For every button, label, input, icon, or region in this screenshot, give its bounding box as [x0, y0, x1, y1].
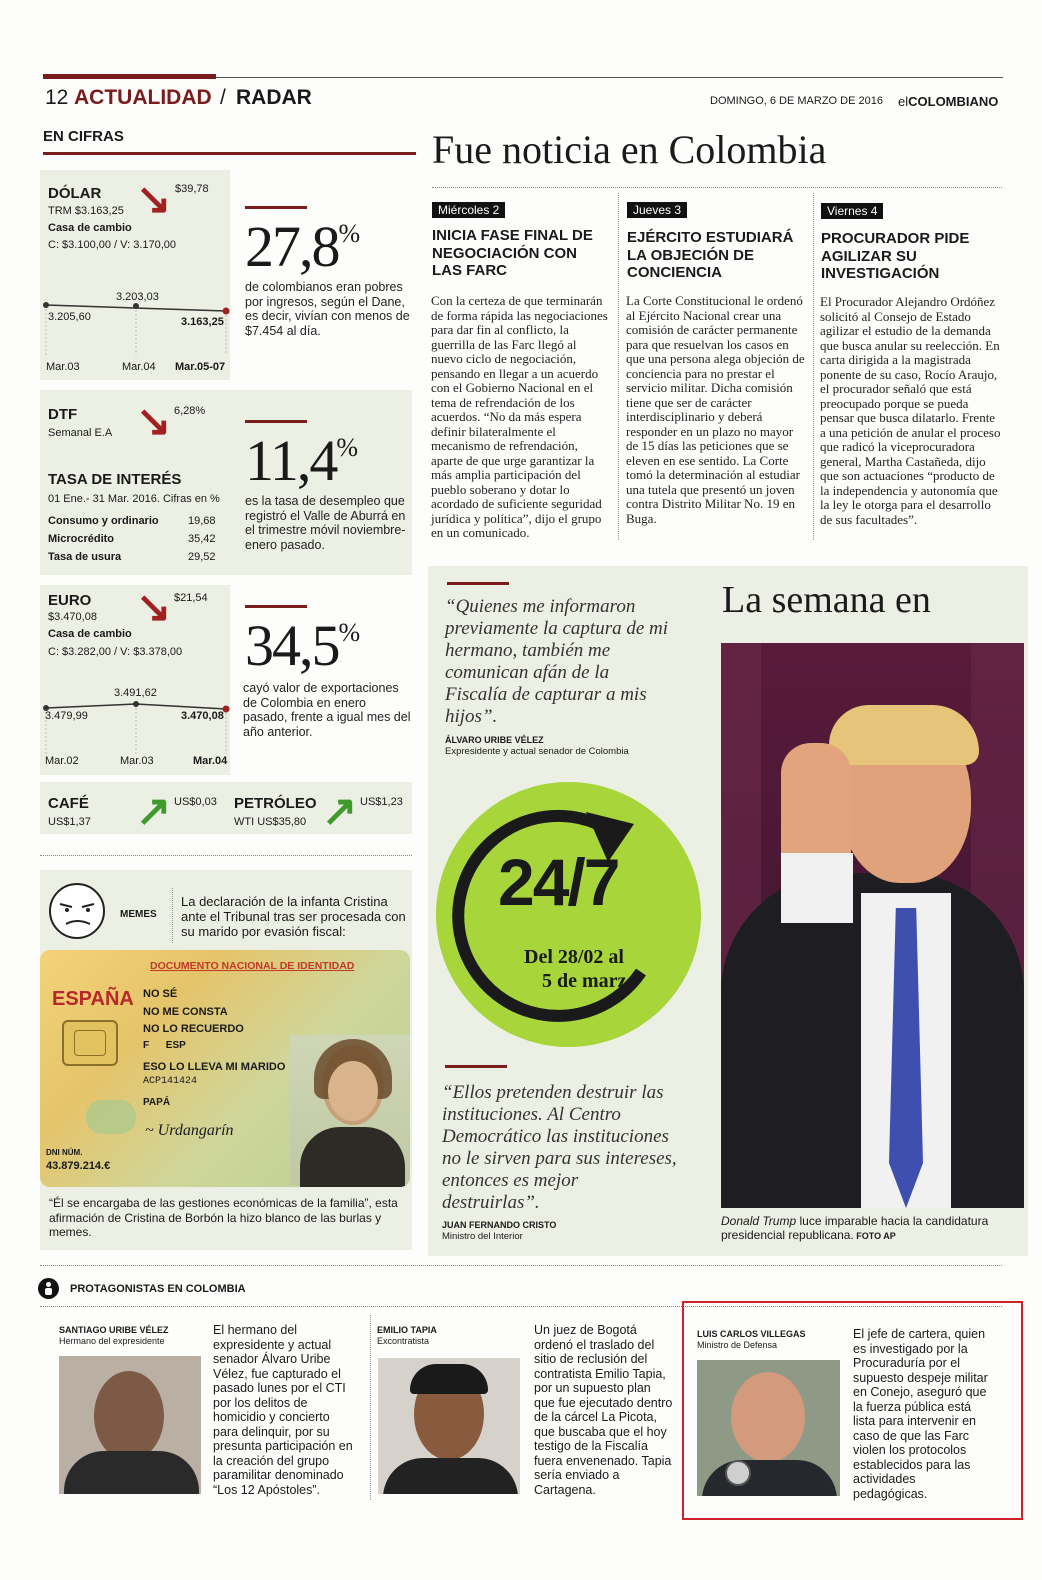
- id-sex-nat: F ESP: [143, 1040, 186, 1051]
- protagonistas-divider: [370, 1315, 371, 1500]
- brand-name: COLOMBIANO: [908, 94, 999, 109]
- trump-caption-text: luce imparable hacia la candidatura presidencial republicana.: [721, 1214, 989, 1242]
- quote-2-text: “Ellos pretenden destruir las instituciones. Al Centro Democrático las instituciones no le sirven para sus intereses, entonces es mejor destruirlas”.: [442, 1082, 677, 1213]
- protagonist-name: SANTIAGO URIBE VÉLEZ: [59, 1325, 169, 1335]
- stat-2-text: es la tasa de desempleo que registró el Valle de Aburrá en el trimestre móvil noviembre-enero pasado.: [245, 494, 406, 552]
- badge-number: 24/7: [498, 845, 619, 919]
- tasa-row-value: 29,52: [188, 551, 216, 563]
- cafe-name: CAFÉ: [48, 795, 89, 812]
- stat-2-value: 11,4: [245, 428, 337, 493]
- memes-text: La declaración de la infanta Cristina ante el Tribunal tras ser procesada con su marido por evasión fiscal:: [181, 894, 406, 939]
- quote-2-rule: [445, 1065, 507, 1068]
- person-icon: [38, 1278, 59, 1299]
- news-col-2: [627, 201, 687, 219]
- news-col-divider: [813, 193, 814, 540]
- petroleo-change: US$1,23: [360, 796, 403, 808]
- semana-title: La semana en: [722, 579, 931, 621]
- euro-date-3: Mar.04: [193, 755, 228, 767]
- fue-noticia-top-rule: [432, 187, 1002, 188]
- tasa-row-label: Tasa de usura: [48, 551, 122, 563]
- arrow-up-icon: ↗: [136, 787, 172, 834]
- euro-casa-label: Casa de cambio: [48, 628, 132, 640]
- euro-chart-label-1: 3.479,99: [45, 710, 88, 722]
- hologram-icon: [86, 1100, 136, 1134]
- news-col-1: [432, 201, 505, 219]
- euro-casa-value: C: $3.282,00 / V: $3.378,00: [48, 646, 183, 658]
- petroleo-name: PETRÓLEO: [234, 795, 317, 812]
- cifras-rule: [43, 152, 416, 155]
- stat-1-text: de colombianos eran pobres por ingresos, según el Dane, es decir, vivían con menos de $7.454 al día.: [245, 280, 410, 338]
- badge-dates-2: 5 de marzo: [542, 970, 637, 992]
- euro-change: $21,54: [174, 592, 208, 604]
- cafe-value: US$1,37: [48, 816, 91, 828]
- newspaper-brand: [898, 94, 998, 109]
- meme-id-card: [40, 950, 410, 1187]
- signature-icon: ~ Urdangarín: [145, 1122, 234, 1139]
- stat-2-unit: %: [336, 433, 359, 462]
- news-headline: INICIA FASE FINAL DE NEGOCIACIÓN CON LAS FARC: [432, 227, 593, 279]
- protagonist-role: Excontratista: [377, 1336, 430, 1346]
- dtf-name: DTF: [48, 406, 78, 423]
- id-field-4: ESO LO LLEVA MI MARIDO: [143, 1061, 286, 1073]
- tasa-row-label: Consumo y ordinario: [48, 515, 159, 527]
- week-badge: [436, 782, 701, 1047]
- dolar-date-2: Mar.04: [122, 361, 156, 373]
- dolar-chart-label-1: 3.205,60: [48, 311, 91, 323]
- tasa-row-value: 35,42: [188, 533, 216, 545]
- stat-3-unit: %: [338, 618, 361, 647]
- tasa-row-value: 19,68: [188, 515, 216, 527]
- protagonist-role: Ministro de Defensa: [697, 1340, 778, 1350]
- euro-chart-label-3: 3.470,08: [181, 710, 224, 722]
- id-doc-title: DOCUMENTO NACIONAL DE IDENTIDAD: [150, 960, 355, 972]
- chip-icon: [62, 1020, 118, 1066]
- photo-credit: FOTO AP: [853, 1231, 896, 1241]
- protagonist-photo: [59, 1356, 201, 1494]
- subsection-title: RADAR: [236, 86, 312, 109]
- quote-1-author: ÁLVARO URIBE VÉLEZ: [445, 735, 544, 745]
- day-label: Miércoles 2: [432, 202, 505, 218]
- arrow-down-icon: ↘: [136, 583, 172, 630]
- fue-noticia-title: Fue noticia en Colombia: [432, 127, 827, 172]
- dolar-chart-point-3: [223, 308, 230, 315]
- protagonistas-top-rule: [40, 1265, 1002, 1266]
- quote-1-rule: [447, 582, 509, 585]
- protagonistas-title: PROTAGONISTAS EN COLOMBIA: [70, 1283, 246, 1295]
- news-col-3: [821, 202, 883, 220]
- stat-1-rule: [245, 206, 307, 209]
- euro-chart-point-2: [133, 701, 139, 707]
- quote-1-role: Expresidente y actual senador de Colombia: [445, 746, 629, 757]
- dolar-chart-point-2: [133, 303, 139, 309]
- id-dni: 43.879.214.€: [46, 1160, 111, 1172]
- news-headline: EJÉRCITO ESTUDIARÁ LA OBJECIÓN DE CONCIENCIA: [627, 229, 794, 281]
- stat-3-number: [245, 613, 361, 678]
- stat-1-number: [245, 214, 361, 279]
- id-idesp: ACP141424: [143, 1076, 198, 1087]
- memes-caption: “Él se encargaba de las gestiones económicas de la familia”, esta afirmación de Cristina de Borbón la hizo blanco de las burlas y memes.: [49, 1196, 398, 1239]
- tasa-period: 01 Ene.- 31 Mar. 2016. Cifras en %: [48, 493, 220, 505]
- protagonist-role: Hermano del expresidente: [59, 1336, 165, 1346]
- day-label: Viernes 4: [821, 203, 883, 219]
- id-photo: [290, 1035, 410, 1185]
- cafe-change: US$0,03: [174, 796, 217, 808]
- stat-3-rule: [245, 605, 307, 608]
- trump-caption-name: Donald Trump: [721, 1214, 797, 1228]
- news-headline: PROCURADOR PIDE AGILIZAR SU INVESTIGACIÓN: [821, 230, 970, 282]
- badge-dates-1: Del 28/02 al: [524, 946, 624, 968]
- euro-chart-label-2: 3.491,62: [114, 687, 157, 699]
- quote-2-author: JUAN FERNANDO CRISTO: [442, 1220, 557, 1230]
- arrow-down-icon: ↘: [136, 397, 172, 444]
- dolar-casa-value: C: $3.100,00 / V: 3.170,00: [48, 239, 177, 251]
- news-body: Con la certeza de que terminarán de forma rápida las negociaciones para dar fin al conflicto, la guerrilla de las Farc llegó al nuevo ciclo de negociación, pensando en llegar a un acuerdo con el Gobierno Nacional en el tema de refrendación de los acuerdos. “No da más espera definir bilateralmente el mecanismo de refrendación, aparte de que urge garantizar la más amplia participación del pueblo soberano y dotar lo acordado de suficiente seguridad jurídica y política”, dijo el grupo en un comunicado.: [431, 293, 608, 540]
- news-body: La Corte Constitucional le ordenó al Ejército Nacional crear una comisión de carácter permanente para que resuelvan los casos en que una persona alega objeción de conciencia para no prestar el servicio militar. Dicha comisión tiene que ser de carácter interdisciplinario y deberá responder en un plazo no mayor de 15 días las peticiones que se eleven en ese sentido. La Corte tomó la determinación al estudiar una tutela que presentó un joven contra Distrito Militar No. 19 en Buga.: [626, 293, 805, 526]
- trump-caption: [721, 1214, 1021, 1243]
- page-number: 12: [45, 86, 69, 109]
- protagonist-text: El jefe de cartera, quien es investigado por la Procuraduría por el supuesto despeje militar en Conejo, aseguró que la fuerza pública está lista para intervenir en caso de que las Farc violen los protocolos establecidos para las actividades pedagógicas.: [853, 1327, 988, 1501]
- stat-1-value: 27,8: [245, 214, 339, 279]
- euro-date-1: Mar.02: [45, 755, 79, 767]
- dolar-date-3: Mar.05-07: [175, 361, 226, 373]
- euro-date-2: Mar.03: [120, 755, 154, 767]
- dolar-date-1: Mar.03: [46, 361, 80, 373]
- stat-3-value: 34,5: [245, 613, 339, 678]
- dolar-change: $39,78: [175, 183, 209, 195]
- euro-chart-line-1: [46, 704, 136, 708]
- cifras-divider: [40, 855, 412, 856]
- protagonist-photo: [697, 1360, 840, 1496]
- brand-prefix: el: [898, 94, 909, 109]
- protagonist-text: El hermano del expresidente y actual senador Álvaro Uribe Vélez, fue capturado el pasado lunes por el CTI por los delitos de homicidio y concierto para delinquir, por su presunta participación en la creación del grupo paramilitar denominado “Los 12 Apóstoles”.: [213, 1323, 353, 1497]
- protagonist-photo: [378, 1358, 520, 1494]
- memes-label: MEMES: [120, 909, 157, 920]
- dolar-name: DÓLAR: [48, 185, 102, 202]
- id-country: ESPAÑA: [52, 988, 134, 1010]
- id-field-3: NO LO RECUERDO: [143, 1023, 244, 1035]
- section-separator: /: [220, 86, 226, 109]
- stat-1-unit: %: [338, 219, 361, 248]
- dolar-chart-label-3: 3.163,25: [181, 316, 224, 328]
- protagonist-text: Un juez de Bogotá ordenó el traslado del sitio de reclusión del contratista Emilio Tapia, por un supuesto plan que fue ejecutado dentro de la cárcel La Picota, que buscaba que el hoy testigo de la Fiscalía fuera envenenado. Tapia sería enviado a Cartagena.: [534, 1323, 673, 1497]
- dolar-chart-label-2: 3.203,03: [116, 291, 159, 303]
- id-parents: PAPÁ: [143, 1097, 171, 1108]
- memes-divider: [172, 888, 173, 943]
- news-body: El Procurador Alejandro Ordóñez solicitó al Consejo de Estado agilizar el estudio de la demanda que busca anular su reelección. En carta dirigida a la magistrada ponente de su caso, Rocío Araujo, el procurador señaló que está preocupado porque se pueda pensar que busca dilatarlo. Frente a una petición de anular el proceso que radicó la viceprocuradora general, Martha Castañeda, dijo que son actuaciones “producto de la independencia y autonomía que la ley le otorga para el desarrollo de sus facultades”.: [820, 294, 1001, 527]
- issue-date: DOMINGO, 6 DE MARZO DE 2016: [710, 95, 883, 107]
- tasa-name: TASA DE INTERÉS: [48, 471, 182, 488]
- header-accent-bar: [43, 74, 216, 79]
- stat-2-number: [245, 428, 359, 493]
- euro-line-chart: [40, 690, 235, 754]
- news-col-divider: [618, 193, 619, 540]
- euro-name: EURO: [48, 592, 92, 609]
- stat-2-rule: [245, 420, 307, 423]
- stat-3-text: cayó valor de exportaciones de Colombia en enero pasado, frente a igual mes del año anterior.: [243, 681, 411, 739]
- quote-1-text: “Quienes me informaron previamente la captura de mi hermano, también me comunican afán de la Fiscalía de capturar a mis hijos”.: [445, 596, 669, 727]
- id-field-1: NO SÉ: [143, 988, 178, 1000]
- dolar-trm: TRM $3.163,25: [48, 205, 124, 217]
- euro-value: $3.470,08: [48, 611, 97, 623]
- trump-photo: [721, 643, 1024, 1208]
- id-field-2: NO ME CONSTA: [143, 1006, 228, 1018]
- tasa-row-label: Microcrédito: [48, 533, 115, 545]
- arrow-down-icon: ↘: [136, 175, 172, 222]
- euro-chart-line-2: [136, 704, 226, 709]
- dtf-sub: Semanal E.A: [48, 427, 113, 439]
- quote-2-role: Ministro del Interior: [442, 1231, 523, 1242]
- cifras-title: EN CIFRAS: [43, 128, 124, 145]
- protagonist-name: LUIS CARLOS VILLEGAS: [697, 1329, 806, 1339]
- dolar-chart-point-1: [43, 302, 49, 308]
- id-dni-label: DNI NÚM.: [46, 1148, 83, 1157]
- day-label: Jueves 3: [627, 202, 687, 218]
- protagonist-name: EMILIO TAPIA: [377, 1325, 437, 1335]
- dolar-casa-label: Casa de cambio: [48, 222, 132, 234]
- dtf-change: 6,28%: [174, 405, 206, 417]
- meme-face-icon: [46, 880, 108, 942]
- petroleo-value: WTI US$35,80: [234, 816, 307, 828]
- arrow-up-icon: ↗: [322, 787, 358, 834]
- section-title: ACTUALIDAD: [74, 86, 212, 109]
